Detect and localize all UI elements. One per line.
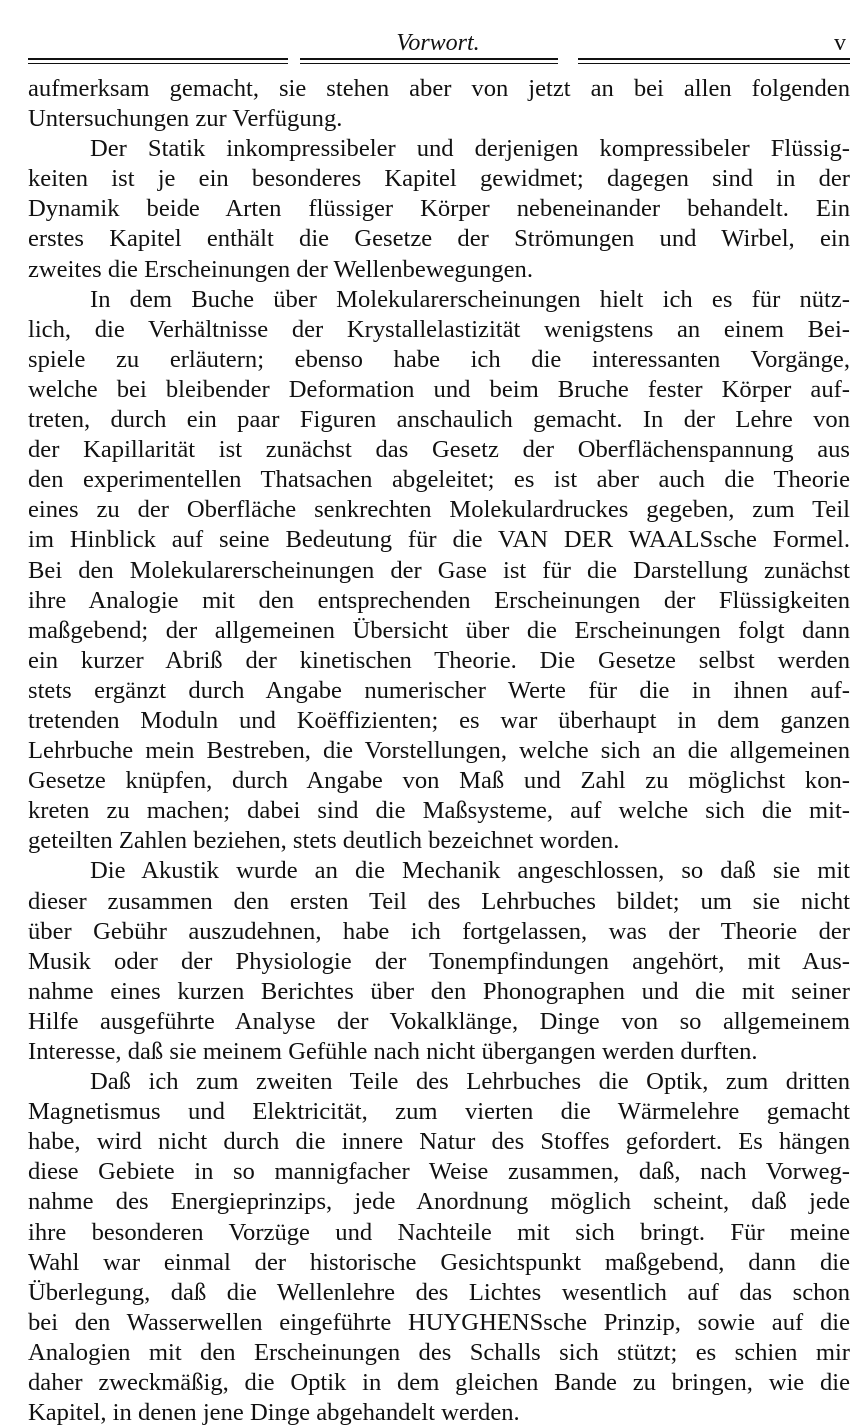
text-line: nahme eines kurzen Berichtes über den Phonographen und die mit seiner (28, 977, 850, 1005)
text-line: nahme des Energieprinzips, jede Anordnung möglich scheint, daß jede (28, 1188, 850, 1216)
text-line: eines zu der Oberfläche senkrechten Molekulardruckes gegeben, zum Teil (28, 496, 850, 524)
text-line: Untersuchungen zur Verfügung. (28, 105, 343, 133)
text-line: Interesse, daß sie meinem Gefühle nach nicht übergangen werden durften. (28, 1038, 758, 1065)
text-line: diese Gebiete in so mannigfacher Weise zusammen, daß, nach Vorweg- (28, 1158, 850, 1186)
header-rule-center-thin (300, 63, 558, 64)
text-line: tretenden Moduln und Koëffizienten; es war überhaupt in dem ganzen (28, 706, 850, 734)
text-line: kreten zu machen; dabei sind die Maßsysteme, auf welche sich die mit- (28, 797, 850, 825)
text-line: Wahl war einmal der historische Gesichtspunkt maßgebend, dann die (28, 1248, 850, 1276)
text-line: Magnetismus und Elektricität, zum vierten die Wärmelehre gemacht (28, 1098, 850, 1126)
paragraph (28, 856, 850, 1067)
text-line: aufmerksam gemacht, sie stehen aber von jetzt an bei allen folgenden (28, 75, 850, 102)
text-line: geteilten Zahlen beziehen, stets deutlich bezeichnet worden. (28, 827, 620, 855)
paragraph (28, 134, 850, 284)
header-rule-right-thin (578, 63, 850, 64)
text-line: Dynamik beide Arten flüssiger Körper nebeneinander behandelt. Ein (28, 195, 850, 223)
text-line: In dem Buche über Molekularerscheinungen hielt ich es für nütz- (90, 285, 850, 313)
page-title: Vorwort. (396, 30, 480, 56)
header-rule-center (300, 58, 558, 60)
text-line: der Kapillarität ist zunächst das Gesetz der Oberflächenspannung aus (28, 436, 850, 464)
text-line: Gesetze knüpfen, durch Angabe von Maß und Zahl zu möglichst kon- (28, 767, 850, 795)
text-line: bei den Wasserwellen eingeführte HUYGHENSsche Prinzip, sowie auf die (28, 1308, 850, 1336)
text-line: Kapitel, in denen jene Dinge abgehandelt werden. (28, 1399, 520, 1427)
paragraph (28, 285, 850, 857)
text-line: Bei den Molekularerscheinungen der Gase ist für die Darstellung zunächst (28, 556, 850, 584)
header-rule-left (28, 58, 288, 60)
text-line: Hilfe ausgeführte Analyse der Vokalklänge, Dinge von so allgemeinem (28, 1007, 850, 1035)
body-text (28, 74, 850, 1428)
text-line: welche bei bleibender Deformation und beim Bruche fester Körper auf- (28, 375, 850, 403)
header-rule-right (578, 58, 850, 60)
text-line: ihre Analogie mit den entsprechenden Erscheinungen der Flüssigkeiten (28, 586, 850, 614)
text-line: Die Akustik wurde an die Mechanik angeschlossen, so daß sie mit (90, 857, 850, 885)
paragraph (28, 74, 850, 134)
text-line: keiten ist je ein besonderes Kapitel gewidmet; dagegen sind in der (28, 165, 850, 193)
text-line: Analogien mit den Erscheinungen des Schalls sich stützt; es schien mir (28, 1338, 850, 1366)
header-rule-left-thin (28, 63, 288, 64)
text-line: dieser zusammen den ersten Teil des Lehrbuches bildet; um sie nicht (28, 887, 850, 915)
page-number: v (834, 30, 846, 56)
text-line: über Gebühr auszudehnen, habe ich fortgelassen, was der Theorie der (28, 917, 850, 945)
text-line: Der Statik inkompressibeler und derjenigen kompressibeler Flüssig- (90, 135, 850, 163)
text-line: spiele zu erläutern; ebenso habe ich die interessanten Vorgänge, (28, 345, 850, 373)
text-line: den experimentellen Thatsachen abgeleitet; es ist aber auch die Theorie (28, 466, 850, 494)
text-line: stets ergänzt durch Angabe numerischer Werte für die in ihnen auf- (28, 676, 850, 704)
text-line: ein kurzer Abriß der kinetischen Theorie. Die Gesetze selbst werden (28, 646, 850, 674)
text-line: im Hinblick auf seine Bedeutung für die VAN DER WAALSsche Formel. (28, 526, 850, 554)
text-line: treten, durch ein paar Figuren anschaulich gemacht. In der Lehre von (28, 406, 850, 434)
text-line: Musik oder der Physiologie der Tonempfindungen angehört, mit Aus- (28, 947, 850, 975)
text-line: maßgebend; der allgemeinen Übersicht über die Erscheinungen folgt dann (28, 616, 850, 644)
text-line: zweites die Erscheinungen der Wellenbewegungen. (28, 255, 533, 283)
text-line: erstes Kapitel enthält die Gesetze der Strömungen und Wirbel, ein (28, 225, 850, 253)
paragraph (28, 1067, 850, 1428)
text-line: daher zweckmäßig, die Optik in dem gleichen Bande zu bringen, wie die (28, 1369, 850, 1397)
text-line: Daß ich zum zweiten Teile des Lehrbuches die Optik, zum dritten (90, 1068, 850, 1096)
text-line: Lehrbuche mein Bestreben, die Vorstellungen, welche sich an die allgemeinen (28, 737, 850, 765)
text-line: lich, die Verhältnisse der Krystallelastizität wenigstens an einem Bei- (28, 315, 850, 343)
text-line: Überlegung, daß die Wellenlehre des Lichtes wesentlich auf das schon (28, 1278, 850, 1306)
text-line: habe, wird nicht durch die innere Natur des Stoffes gefordert. Es hängen (28, 1128, 850, 1156)
text-line: ihre besonderen Vorzüge und Nachteile mit sich bringt. Für meine (28, 1218, 850, 1246)
